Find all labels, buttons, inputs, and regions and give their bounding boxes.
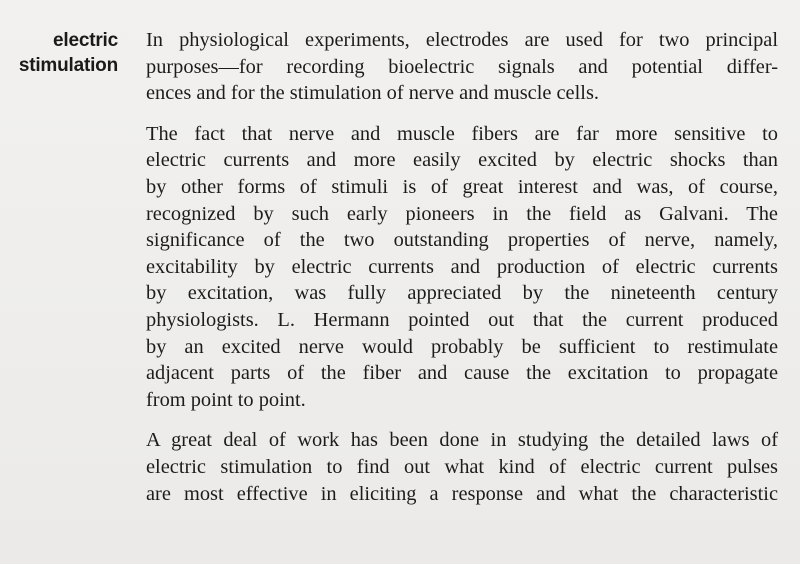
text-line: A great deal of work has been done in studying the detailed laws of [146, 429, 778, 452]
text-line: purposes—for recording bioelectric signals and potential differ- [146, 55, 778, 78]
text-line: The fact that nerve and muscle fibers are far more sensitive to [146, 122, 778, 145]
text-line: by excitation, was fully appreciated by the nineteenth century [146, 282, 778, 305]
body-text [146, 27, 778, 521]
text-line: electric stimulation to find out what kind of electric current pulses [146, 455, 778, 478]
text-line: by an excited nerve would probably be sufficient to restimulate [146, 335, 778, 358]
text-line: are most effective in eliciting a response and what the characteristic [146, 482, 778, 505]
text-line: In physiological experiments, electrodes are used for two principal [146, 29, 778, 51]
text-line: physiologists. L. Hermann pointed out that the current produced [146, 308, 778, 331]
paragraph-3 [146, 427, 778, 507]
text-line: recognized by such early pioneers in the field as Galvani. The [146, 202, 778, 225]
section-heading-line-1: electric [53, 30, 118, 51]
text-line: by other forms of stimuli is of great interest and was, of course, [146, 175, 778, 198]
section-heading-line-2: stimulation [18, 55, 118, 76]
paragraph-2 [146, 121, 778, 414]
paragraph-1 [146, 27, 778, 107]
section-heading [18, 28, 118, 78]
text-line: significance of the two outstanding properties of nerve, namely, [146, 229, 778, 252]
text-line: from point to point. [146, 388, 306, 411]
text-line: adjacent parts of the fiber and cause the excitation to propagate [146, 362, 778, 385]
text-line: ences and for the stimulation of nerve and muscle cells. [146, 82, 599, 105]
text-line: electric currents and more easily excited by electric shocks than [146, 149, 778, 172]
text-line: excitability by electric currents and production of electric currents [146, 255, 778, 278]
